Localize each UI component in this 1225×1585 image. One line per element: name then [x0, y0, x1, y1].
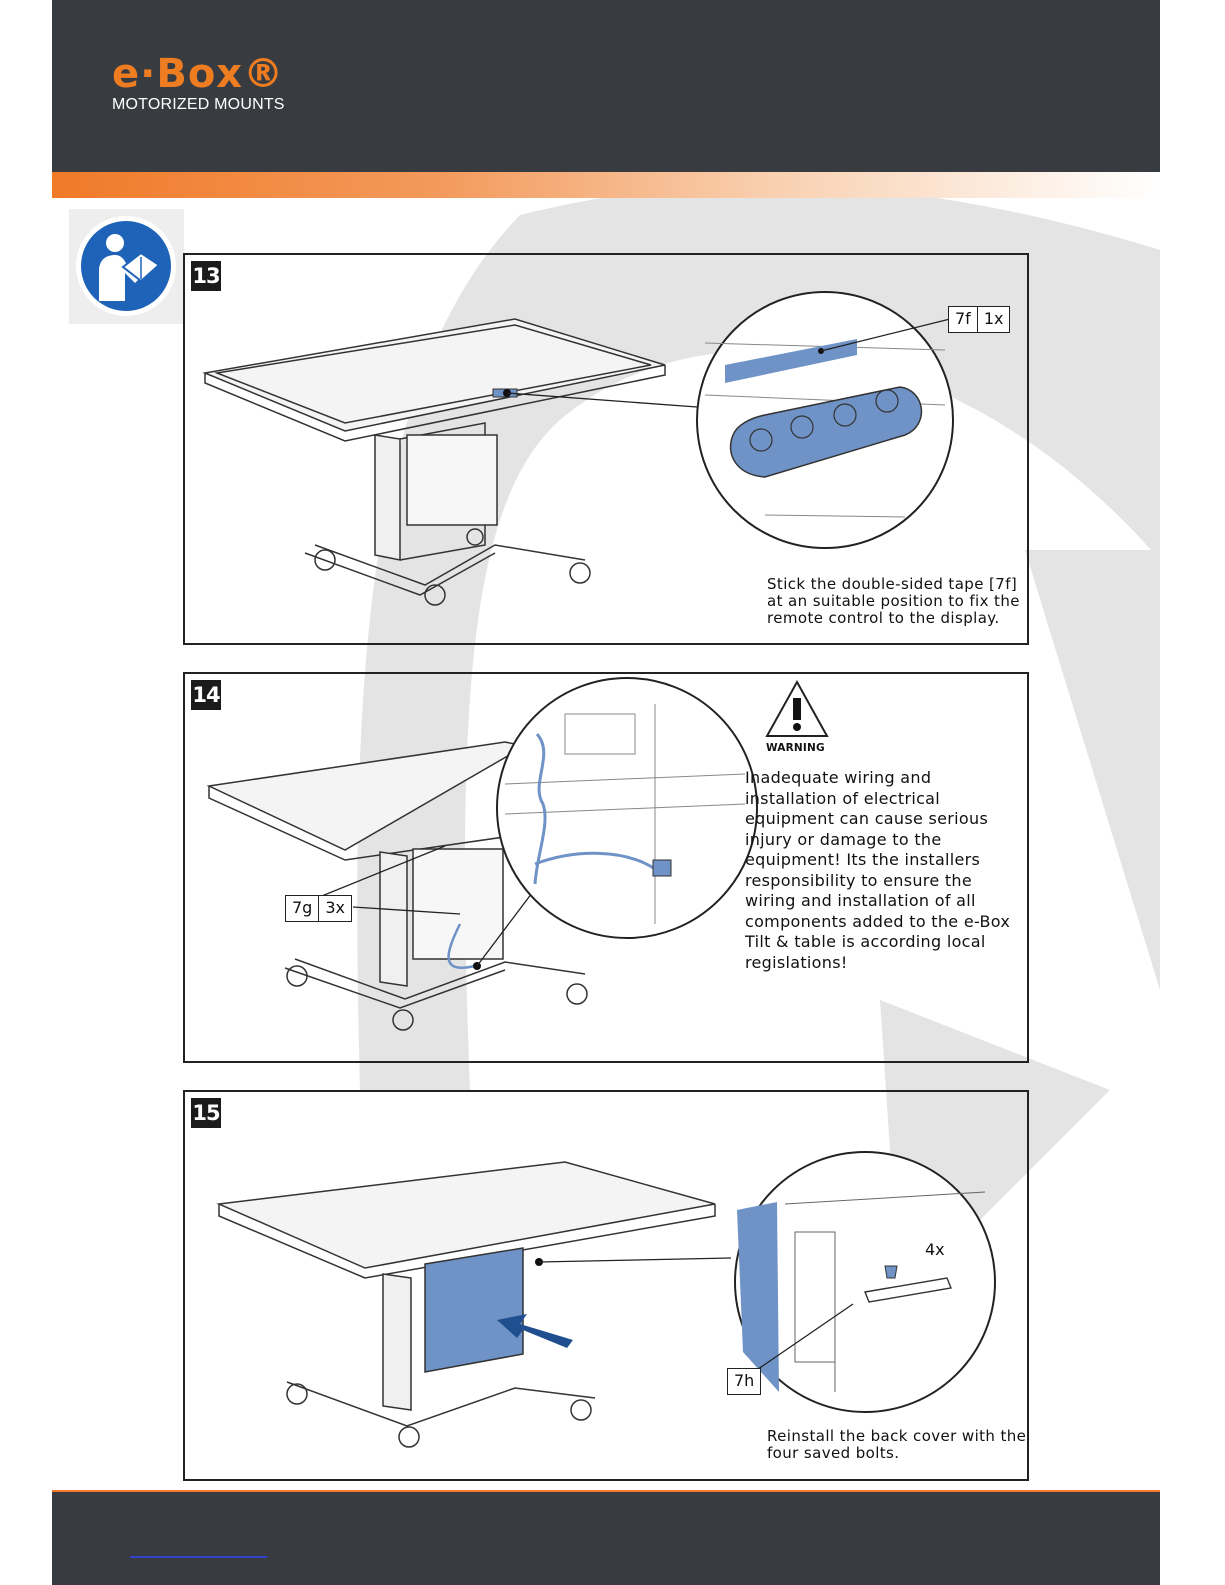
step-15-number: 15 [191, 1098, 221, 1128]
step-14-number: 14 [191, 680, 221, 710]
page-footer [52, 1490, 1160, 1585]
step-15-instruction: Reinstall the back cover with the four saved bolts. [767, 1427, 1027, 1462]
step-15-illustration [185, 1092, 1031, 1483]
step-13-panel [183, 253, 1029, 645]
logo-wordmark: e·Box® [112, 51, 285, 97]
part-tag-7f [948, 306, 1010, 333]
part-tag-qty: 1x [977, 307, 1010, 332]
bolt-quantity-label: 4x [925, 1240, 945, 1259]
part-tag-qty: 3x [318, 896, 351, 921]
manual-badge [69, 209, 184, 324]
part-tag-label: 7f [955, 309, 971, 328]
part-tag-label: 7g [292, 898, 313, 917]
part-tag-label: 7h [734, 1371, 755, 1390]
warning-text: Inadequate wiring and installation of electrical equipment can cause serious injury or damage to the equipment! Its the installers responsibility to ensure the wiring and installation of all components added to the e-Box Tilt & table is according local regislations! [745, 768, 1011, 972]
logo-tagline: MOTORIZED MOUNTS [112, 96, 285, 113]
part-tag-7g [285, 895, 352, 922]
step-13-instruction: Stick the double-sided tape [7f] at an suitable position to fix the remote control to the display. [767, 575, 1020, 627]
footer-link[interactable] [130, 1556, 267, 1558]
step-13-number: 13 [191, 261, 221, 291]
read-manual-icon [69, 209, 184, 324]
warning-label: WARNING [766, 742, 825, 754]
brand-logo [112, 52, 285, 114]
header-accent-bar [52, 172, 1160, 198]
step-14-panel [183, 672, 1029, 1063]
part-tag-7h [727, 1368, 761, 1395]
step-15-panel [183, 1090, 1029, 1481]
